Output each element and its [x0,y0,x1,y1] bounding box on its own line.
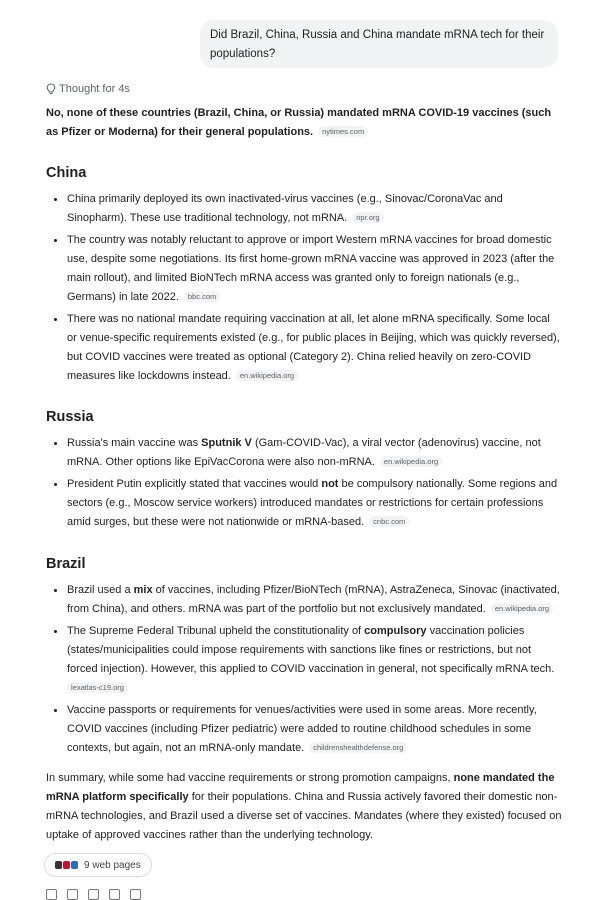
action-bar [46,889,141,900]
intro-text: No, none of these countries (Brazil, China, or Russia) mandated mRNA COVID-19 vaccines (such as Pfizer or Moderna) for their general populations. [46,107,552,138]
source-chip[interactable]: bbc.com [184,291,220,302]
regenerate-icon[interactable] [46,889,57,900]
user-message-bubble [200,20,558,68]
china-list [46,190,562,389]
source-chip[interactable]: cnbc.com [369,516,409,527]
list-item: President Putin explicitly stated that vaccines would not be compulsory nationally. Some regions and sectors (e.g., Moscow service workers) introduced mandates or restrictions for certain professions amid surges, but these were not nationwide or mRNA-based. cnbc.com [46,475,562,532]
sources-button[interactable] [44,853,152,877]
copy-icon[interactable] [67,889,78,900]
summary-paragraph: In summary, while some had vaccine requirements or strong promotion campaigns, none mandated the mRNA platform specifically for their populations. China and Russia actively favored their domestic non-mRNA technologies, and Brazil used a diverse set of vaccines. Mandates (where they existed) focused on uptake of approved vaccines rather than the underlying technology. [46,772,562,841]
thought-label: Thought for 4s [59,83,130,95]
source-chip[interactable]: en.wikipedia.org [491,603,553,614]
list-item: The country was notably reluctant to approve or import Western mRNA vaccines for broad domestic use, despite some negotiations. Its first home-grown mRNA vaccine was approved in 2023 (after the main rollout), and limited BioNTech mRNA access was granted only to foreign nationals (e.g., Germans) in late 2022. bbc.com [46,231,562,307]
list-item: Vaccine passports or requirements for venues/activities were used in some areas. More recently, COVID vaccines (including Pfizer pediatric) were added to routine childhood schedules in some contexts, but again, not an mRNA-only mandate. childrenshealthdefense.org [46,701,562,758]
bbc-favicon-icon [63,861,70,869]
answer-intro [46,104,562,142]
source-chip[interactable]: npr.org [352,212,383,223]
list-item: Brazil used a mix of vaccines, including Pfizer/BioNTech (mRNA), AstraZeneca, Sinovac (inactivated, from China), and others. mRNA was part of the portfolio but not exclusively mandated. en.wikipedia.org [46,581,562,619]
source-chip[interactable]: nytimes.com [318,126,368,137]
source-chip[interactable]: childrenshealthdefense.org [309,742,407,753]
list-item: The Supreme Federal Tribunal upheld the constitutionality of compulsory vaccination policies (states/municipalities could impose requirements with sanctions like fines or restrictions, but not forced injection). However, this applied to COVID vaccination in general, not specifically mRNA tech. lexatlas-c19.org [46,622,562,698]
source-favicons [55,861,78,869]
like-icon[interactable] [109,889,120,900]
section-heading-brazil: Brazil [46,556,86,572]
npr-favicon-icon [71,861,78,869]
list-item: There was no national mandate requiring vaccination at all, let alone mRNA specifically. Some local or venue-specific requirements existed (e.g., for public places in Beijing, which was quickly reversed), but COVID vaccines were treated as optional (Category 2). China relied heavily on zero-COVID measures like lockdowns instead. en.wikipedia.org [46,310,562,386]
dislike-icon[interactable] [130,889,141,900]
brazil-list [46,581,562,761]
source-chip[interactable]: en.wikipedia.org [380,456,442,467]
lightbulb-icon [46,83,56,95]
user-message-text: Did Brazil, China, Russia and China mandate mRNA tech for their populations? [210,29,545,60]
source-chip[interactable]: en.wikipedia.org [236,370,298,381]
section-heading-russia: Russia [46,409,94,425]
nytimes-favicon-icon [55,861,62,869]
russia-list [46,434,562,535]
list-item: China primarily deployed its own inactivated-virus vaccines (e.g., Sinovac/CoronaVac and Sinopharm). These use traditional technology, not mRNA. npr.org [46,190,562,228]
thought-toggle[interactable] [46,83,130,95]
sources-label: 9 web pages [84,859,141,871]
section-heading-china: China [46,165,87,181]
list-item: Russia's main vaccine was Sputnik V (Gam-COVID-Vac), a viral vector (adenovirus) vaccine, not mRNA. Other options like EpiVacCorona were also non-mRNA. en.wikipedia.org [46,434,562,472]
share-icon[interactable] [88,889,99,900]
source-chip[interactable]: lexatlas-c19.org [67,682,128,693]
